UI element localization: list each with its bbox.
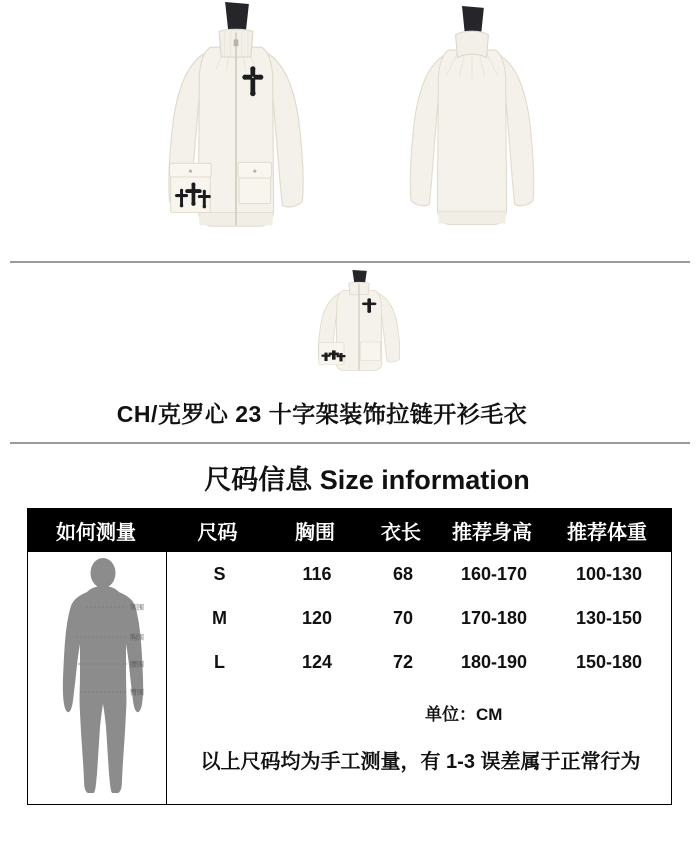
size-table: [27, 508, 672, 805]
cell-size: S: [213, 563, 226, 584]
section-divider-bottom: [10, 442, 690, 444]
cell-size: M: [212, 607, 227, 628]
pocket-right: [238, 162, 272, 203]
header-how-to-measure: 如何测量: [56, 521, 136, 544]
table-row: [167, 640, 674, 684]
cell-length: 70: [392, 607, 414, 628]
cell-weight: 130-150: [575, 607, 643, 628]
header-length: 衣长: [381, 521, 421, 544]
header-chest: 胸围: [295, 521, 335, 544]
table-row: [167, 596, 674, 640]
cell-chest: 120: [301, 607, 333, 628]
hanger-icon: [352, 270, 366, 283]
product-photo-back: [381, 6, 563, 236]
hanger-icon: [225, 2, 249, 32]
measure-label-hip: 臀围: [130, 689, 144, 697]
cell-size: L: [214, 651, 225, 672]
body-silhouette: [63, 558, 143, 793]
hanger-icon: [462, 6, 484, 35]
measurement-disclaimer: 以上尺码均为手工测量，有 1-3 误差属于正常行为: [200, 751, 641, 773]
cell-chest: 116: [302, 563, 332, 584]
pocket-left: [170, 163, 212, 212]
cell-weight: 100-130: [575, 563, 643, 584]
section-divider-top: [10, 261, 690, 263]
zipper: [235, 32, 237, 225]
measure-label-waist: 腰围: [130, 661, 144, 669]
cell-length: 72: [392, 651, 414, 672]
cell-height: 180-190: [460, 651, 528, 672]
cell-chest: 124: [301, 651, 333, 672]
cell-length: 68: [392, 563, 414, 584]
measure-label-chest: 胸围: [130, 634, 144, 642]
size-data-area: [167, 552, 674, 804]
cell-height: 170-180: [460, 607, 528, 628]
measure-label-neck: 领围: [130, 604, 144, 612]
product-photo-front: [137, 2, 335, 238]
table-row: [167, 552, 674, 596]
how-to-measure-figure: [28, 552, 167, 804]
unit-note: 单位：CM: [425, 705, 503, 724]
cell-weight: 150-180: [575, 651, 643, 672]
product-photo-thumbnail: [299, 270, 419, 376]
cell-height: 160-170: [460, 563, 528, 584]
header-recommended-weight: 推荐体重: [567, 521, 647, 544]
product-title: CH/克罗心 23 十字架装饰拉链开衫毛衣: [116, 401, 528, 427]
header-size: 尺码: [197, 521, 238, 544]
header-recommended-height: 推荐身高: [452, 521, 532, 544]
size-table-header-row: [27, 508, 672, 552]
size-section-heading: 尺码信息 Size information: [204, 465, 530, 495]
